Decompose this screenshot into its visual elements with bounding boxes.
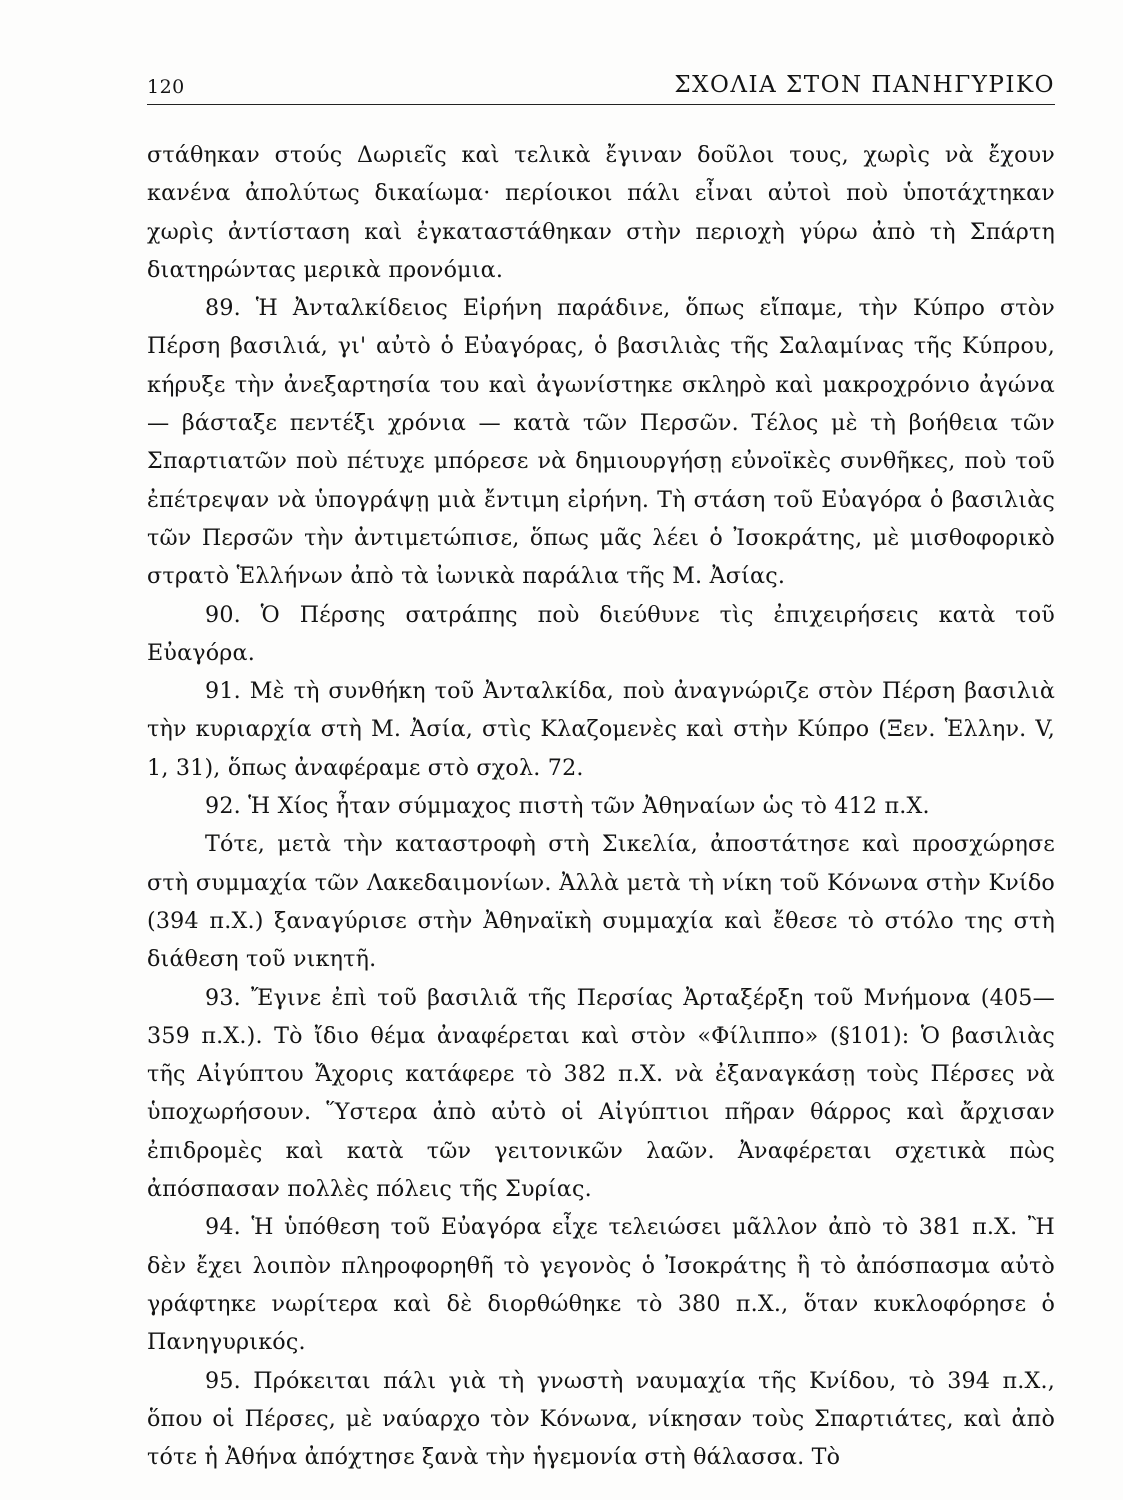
page-number: 120 [147, 76, 185, 98]
note-91: 91. Μὲ τὴ συνθήκη τοῦ Ἀνταλκίδα, ποὺ ἀναγνώριζε στὸν Πέρση βασιλιὰ τὴν κυριαρχία στὴ Μ. Ἀσία, στὶς Κλαζομενὲς καὶ στὴν Κύπρο (Ξεν. Ἑλλην. V, 1, 31), ὅπως ἀναφέραμε στὸ σχολ. 72. [147, 678, 1055, 781]
note-92: 92. Ἡ Χίος ἦταν σύμμαχος πιστὴ τῶν Ἀθηναίων ὡς τὸ 412 π.Χ. [205, 793, 930, 820]
running-title: ΣΧΟΛΙΑ ΣΤΟΝ ΠΑΝΗΓΥΡΙΚΟ [674, 72, 1055, 98]
note-95: 95. Πρόκειται πάλι γιὰ τὴ γνωστὴ ναυμαχία τῆς Κνίδου, τὸ 394 π.Χ., ὅπου οἱ Πέρσες, μὲ ναύαρχο τὸν Κόνωνα, νίκησαν τοὺς Σπαρτιάτες, καὶ ἀπὸ τότε ἡ Ἀθήνα ἀπόχτησε ξανὰ τὴν ἡγεμονία στὴ θάλασσα. Τὸ [147, 1367, 1055, 1471]
note-89: 89. Ἡ Ἀνταλκίδειος Εἰρήνη παράδινε, ὅπως εἴπαμε, τὴν Κύπρο στὸν Πέρση βασιλιά, γι' αὐτὸ ὁ Εὐαγόρας, ὁ βασιλιὰς τῆς Σαλαμίνας τῆς Κύπρου, κήρυξε τὴν ἀνεξαρτησία του καὶ ἀγωνίστηκε σκληρὸ καὶ μακροχρόνιο ἀγώνα — βάσταξε πεντέξι χρόνια — κατὰ τῶν Περσῶν. Τέλος μὲ τὴ βοήθεια τῶν Σπαρτιατῶν ποὺ πέτυχε μπόρεσε νὰ δημιουργήσῃ εὐνοϊκὲς συνθῆκες, ποὺ τοῦ ἐπέτρεψαν νὰ ὑπογράψῃ μιὰ ἔντιμη εἰρήνη. Τὴ στάση τοῦ Εὐαγόρα ὁ βασιλιὰς τῶν Περσῶν τὴν ἀντιμετώπισε, ὅπως μᾶς λέει ὁ Ἰσοκράτης, μὲ μισθοφορικὸ στρατὸ Ἑλλήνων ἀπὸ τὰ ἰωνικὰ παράλια τῆς Μ. Ἀσίας. [147, 295, 1055, 590]
note-92-continuation: Τότε, μετὰ τὴν καταστροφὴ στὴ Σικελία, ἀποστάτησε καὶ προσχώρησε στὴ συμμαχία τῶν Λακεδαιμονίων. Ἀλλὰ μετὰ τὴ νίκη τοῦ Κόνωνα στὴν Κνίδο (394 π.Χ.) ξαναγύρισε στὴν Ἀθηναϊκὴ συμμαχία καὶ ἔθεσε τὸ στόλο της στὴ διάθεση τοῦ νικητῆ. [147, 831, 1055, 973]
note-90: 90. Ὁ Πέρσης σατράπης ποὺ διεύθυνε τὶς ἐπιχειρήσεις κατὰ τοῦ Εὐαγόρα. [147, 601, 1055, 666]
running-header [147, 70, 1055, 105]
intro-paragraph: στάθηκαν στούς Δωριεῖς καὶ τελικὰ ἔγιναν δοῦλοι τους, χωρὶς νὰ ἔχουν κανένα ἀπολύτως δικαίωμα· περίοικοι πάλι εἶναι αὐτοὶ ποὺ ὑποτάχτηκαν χωρὶς ἀντίσταση καὶ ἐγκαταστάθηκαν στὴν περιοχὴ γύρω ἀπὸ τὴ Σπάρτη διατηρώντας μερικὰ προνόμια. [147, 142, 1055, 283]
note-93: 93. Ἔγινε ἐπὶ τοῦ βασιλιᾶ τῆς Περσίας Ἀρταξέρξη τοῦ Μνήμονα (405—359 π.Χ.). Τὸ ἴδιο θέμα ἀναφέρεται καὶ στὸν «Φίλιππο» (§101): Ὁ βασιλιὰς τῆς Αἰγύπτου Ἄχορις κατάφερε τὸ 382 π.Χ. νὰ ἐξαναγκάσῃ τοὺς Πέρσες νὰ ὑποχωρήσουν. Ὕστερα ἀπὸ αὐτὸ οἱ Αἰγύπτιοι πῆραν θάρρος καὶ ἄρχισαν ἐπιδρομὲς καὶ κατὰ τῶν γειτονικῶν λαῶν. Ἀναφέρεται σχετικὰ πὼς ἀπόσπασαν πολλὲς πόλεις τῆς Συρίας. [147, 984, 1055, 1203]
body-text [147, 136, 1055, 1476]
note-94: 94. Ἡ ὑπόθεση τοῦ Εὐαγόρα εἶχε τελειώσει μᾶλλον ἀπὸ τὸ 381 π.Χ. Ἢ δὲν ἔχει λοιπὸν πληροφορηθῆ τὸ γεγονὸς ὁ Ἰσοκράτης ἢ τὸ ἀπόσπασμα αὐτὸ γράφτηκε νωρίτερα καὶ δὲ διορθώθηκε τὸ 380 π.Χ., ὅταν κυκλοφόρησε ὁ Πανηγυρικός. [147, 1214, 1055, 1356]
